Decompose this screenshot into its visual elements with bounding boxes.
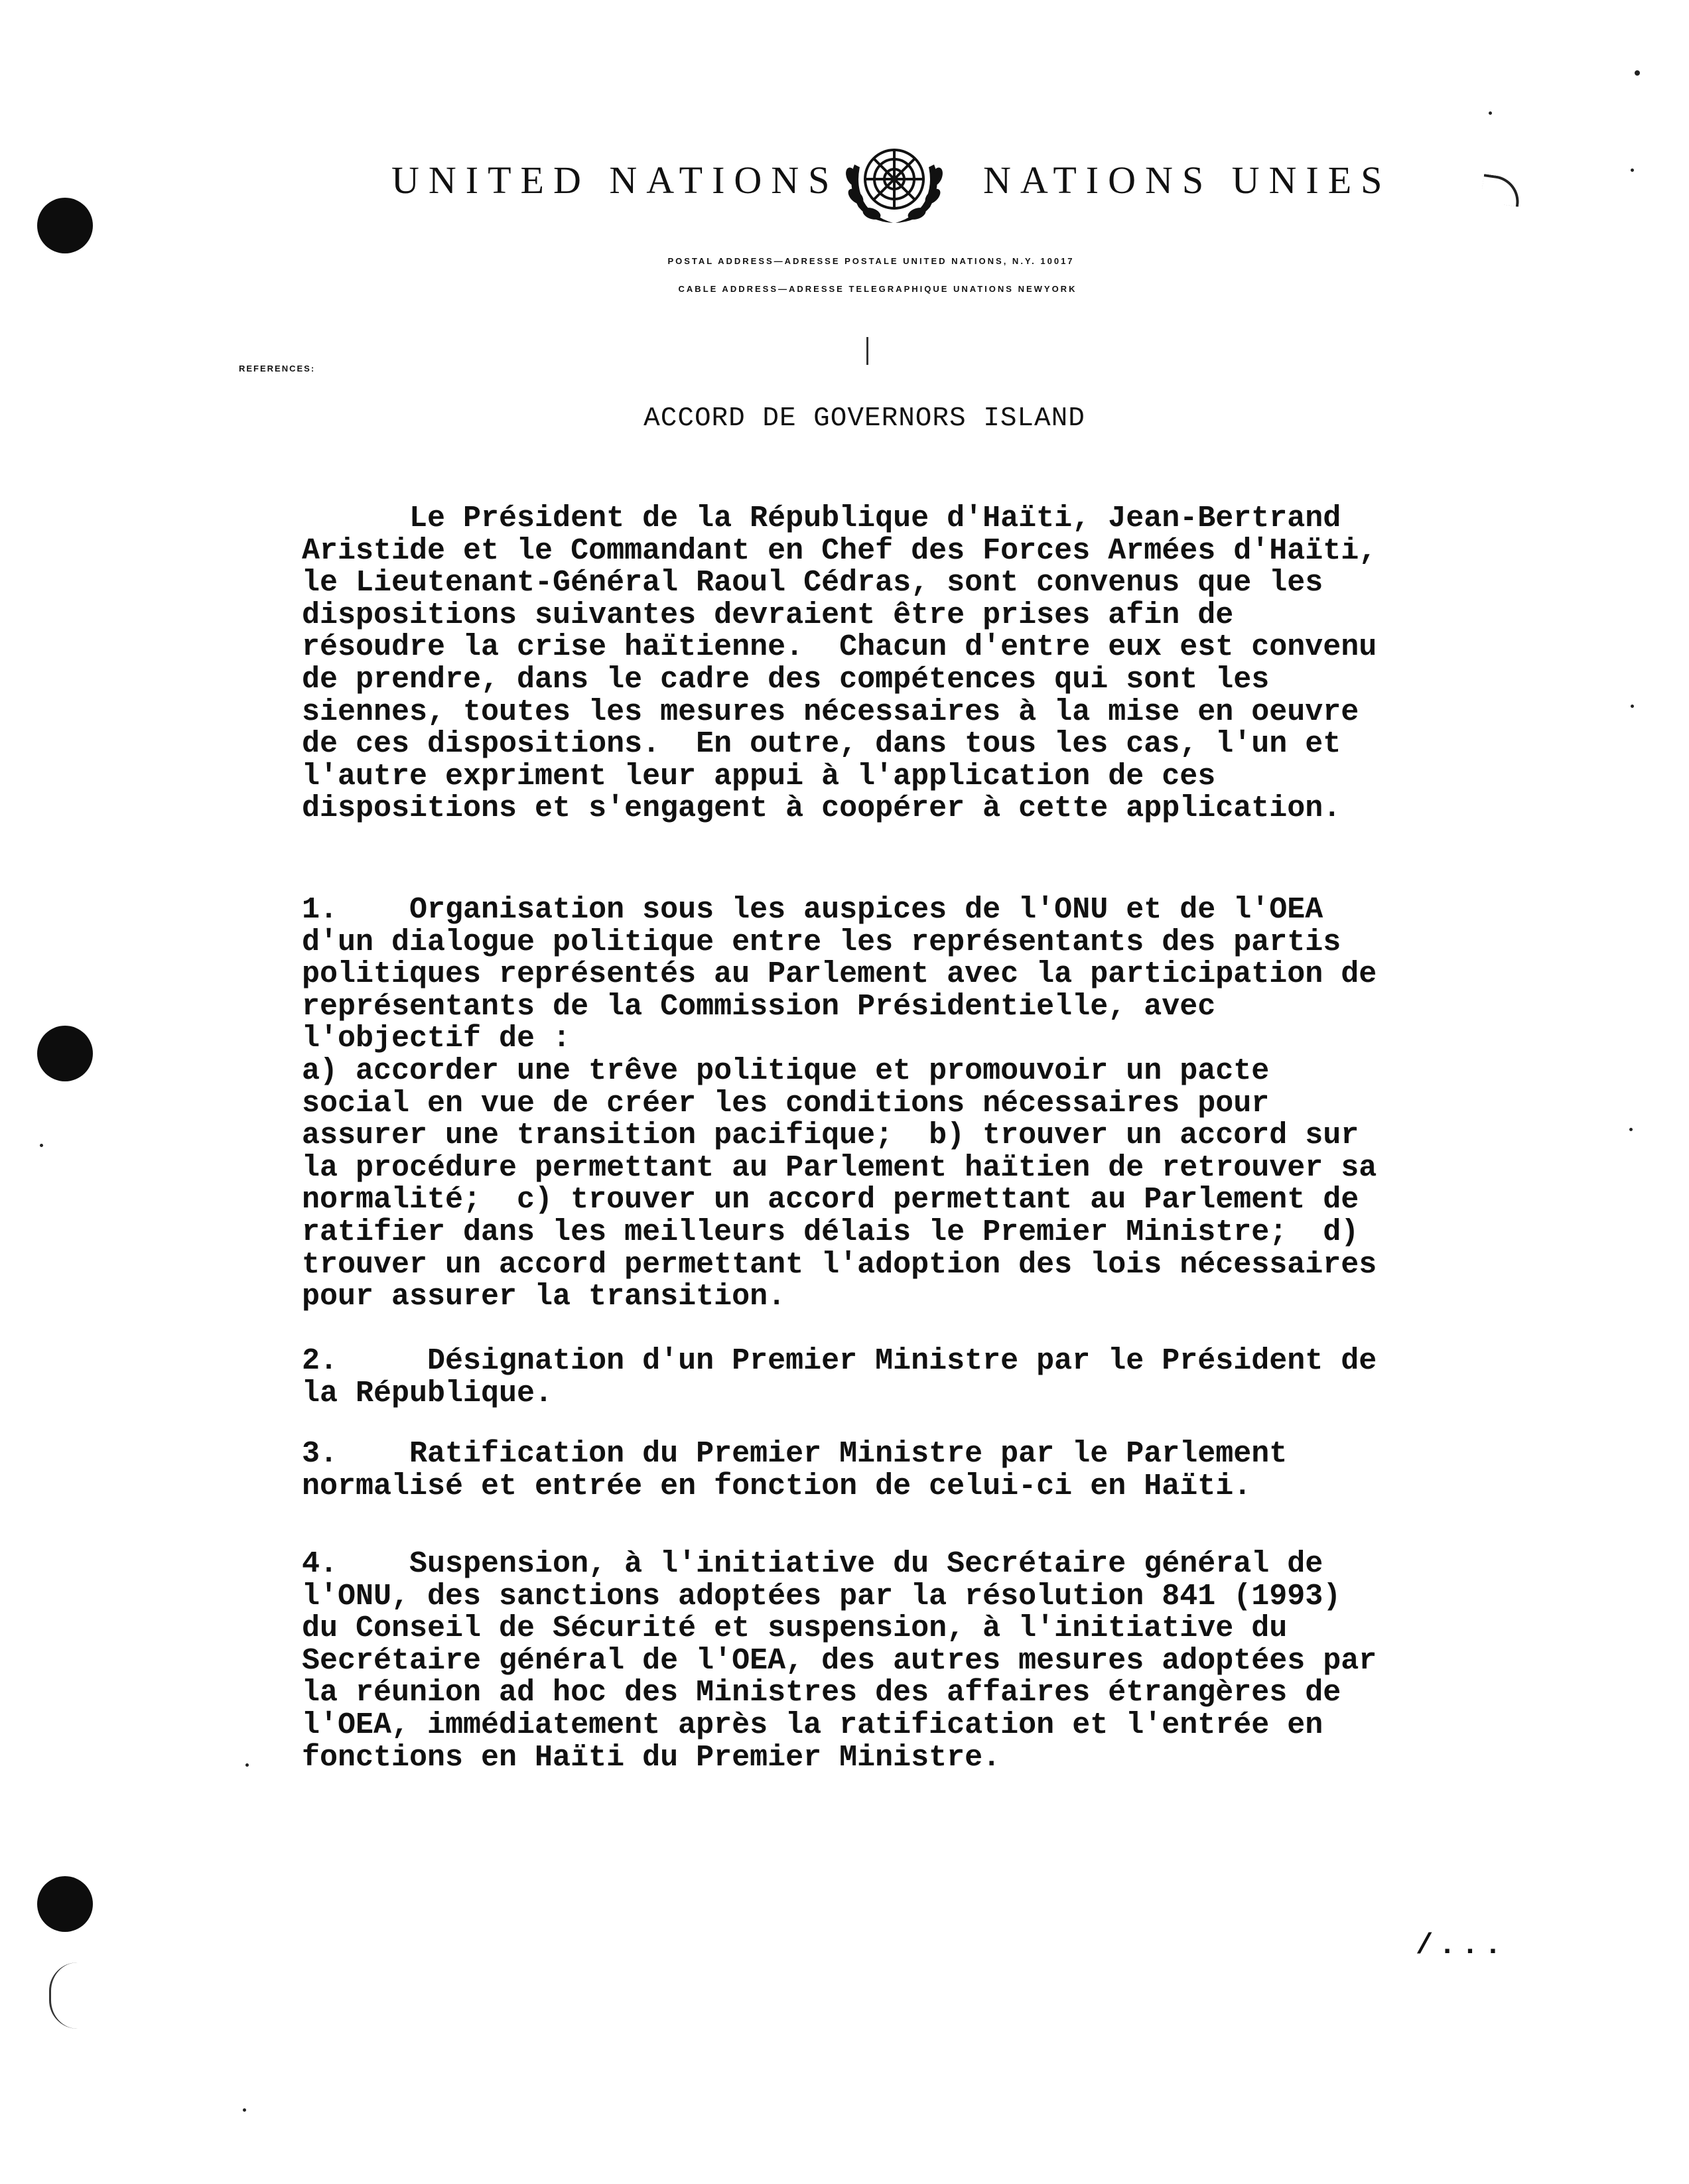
- text-line: l'ONU, des sanctions adoptées par la résolution 841 (1993): [302, 1579, 1341, 1613]
- text-line: Le Président de la République d'Haïti, Jean-Bertrand: [302, 502, 1341, 535]
- text-line: normalité; c) trouver un accord permettant au Parlement de: [302, 1183, 1359, 1217]
- text-line: Secrétaire général de l'OEA, des autres mesures adoptées par: [302, 1643, 1377, 1678]
- text-line: l'autre expriment leur appui à l'application de ces: [302, 759, 1216, 793]
- postal-address: POSTAL ADDRESS—ADRESSE POSTALE UNITED NATIONS, N.Y. 10017: [667, 256, 1075, 266]
- text-line: trouver un accord permettant l'adoption des lois nécessaires: [302, 1247, 1377, 1282]
- text-line: la République.: [302, 1376, 553, 1410]
- scan-speck: [40, 1144, 43, 1147]
- intro-paragraph: [302, 503, 1536, 825]
- scan-speck: [1629, 1128, 1633, 1131]
- text-line: assurer une transition pacifique; b) trouver un accord sur: [302, 1119, 1359, 1153]
- text-line: de prendre, dans le cadre des compétences qui sont les: [302, 662, 1270, 697]
- scan-speck: [1635, 70, 1640, 76]
- text-line: la réunion ad hoc des Ministres des affaires étrangères de: [302, 1676, 1341, 1710]
- text-line: 4. Suspension, à l'initiative du Secrétaire général de: [302, 1547, 1323, 1581]
- text-line: l'objectif de :: [302, 1022, 571, 1056]
- letterhead-name-en: UNITED NATIONS: [391, 159, 839, 202]
- text-line: le Lieutenant-Général Raoul Cédras, sont convenus que les: [302, 566, 1323, 600]
- text-line: dispositions et s'engagent à coopérer à cette application.: [302, 791, 1341, 826]
- text-line: ratifier dans les meilleurs délais le Premier Ministre; d): [302, 1215, 1359, 1249]
- text-line: la procédure permettant au Parlement haïtien de retrouver sa: [302, 1150, 1377, 1185]
- text-line: Aristide et le Commandant en Chef des Forces Armées d'Haïti,: [302, 533, 1377, 568]
- text-line: politiques représentés au Parlement avec la participation de: [302, 957, 1377, 992]
- text-line: dispositions suivantes devraient être prises afin de: [302, 598, 1234, 632]
- scan-speck: [1489, 111, 1492, 115]
- binder-hole: [37, 1026, 93, 1081]
- text-line: résoudre la crise haïtienne. Chacun d'entre eux est convenu: [302, 630, 1377, 665]
- text-line: pour assurer la transition.: [302, 1280, 786, 1314]
- scan-edge-mark: [49, 1962, 78, 2029]
- item-2-paragraph: [302, 1345, 1536, 1410]
- text-line: de ces dispositions. En outre, dans tous les cas, l'un et: [302, 727, 1341, 762]
- binder-hole: [37, 1876, 93, 1932]
- scan-speck: [243, 2108, 246, 2112]
- un-emblem-icon: [841, 138, 947, 228]
- center-mark: [866, 337, 868, 365]
- text-line: 2. Désignation d'un Premier Ministre par le Président de: [302, 1344, 1377, 1378]
- letterhead-name-fr: NATIONS UNIES: [983, 159, 1392, 202]
- text-line: 1. Organisation sous les auspices de l'ONU et de l'OEA: [302, 893, 1323, 927]
- references-label: REFERENCES:: [239, 364, 316, 374]
- letterhead: [0, 138, 1689, 231]
- text-line: normalisé et entrée en fonction de celui-ci en Haïti.: [302, 1469, 1252, 1503]
- scan-speck: [245, 1763, 249, 1767]
- text-line: du Conseil de Sécurité et suspension, à l'initiative du: [302, 1611, 1288, 1646]
- text-line: siennes, toutes les mesures nécessaires à la mise en oeuvre: [302, 695, 1359, 729]
- text-line: a) accorder une trêve politique et promouvoir un pacte: [302, 1054, 1270, 1088]
- scan-speck: [1631, 705, 1634, 708]
- text-line: social en vue de créer les conditions nécessaires pour: [302, 1086, 1270, 1121]
- text-line: 3. Ratification du Premier Ministre par le Parlement: [302, 1437, 1288, 1471]
- cable-address: CABLE ADDRESS—ADRESSE TELEGRAPHIQUE UNATIONS NEWYORK: [678, 284, 1077, 294]
- text-line: représentants de la Commission Présidentielle, avec: [302, 989, 1216, 1024]
- continued-marker: /...: [1416, 1929, 1507, 1962]
- text-line: fonctions en Haïti du Premier Ministre.: [302, 1740, 1001, 1775]
- item-3-paragraph: [302, 1438, 1536, 1503]
- text-line: l'OEA, immédiatement après la ratification et l'entrée en: [302, 1708, 1323, 1742]
- item-1-paragraph: [302, 894, 1536, 1314]
- text-line: d'un dialogue politique entre les représentants des partis: [302, 925, 1341, 959]
- item-4-paragraph: [302, 1548, 1536, 1774]
- document-title: ACCORD DE GOVERNORS ISLAND: [643, 403, 1085, 434]
